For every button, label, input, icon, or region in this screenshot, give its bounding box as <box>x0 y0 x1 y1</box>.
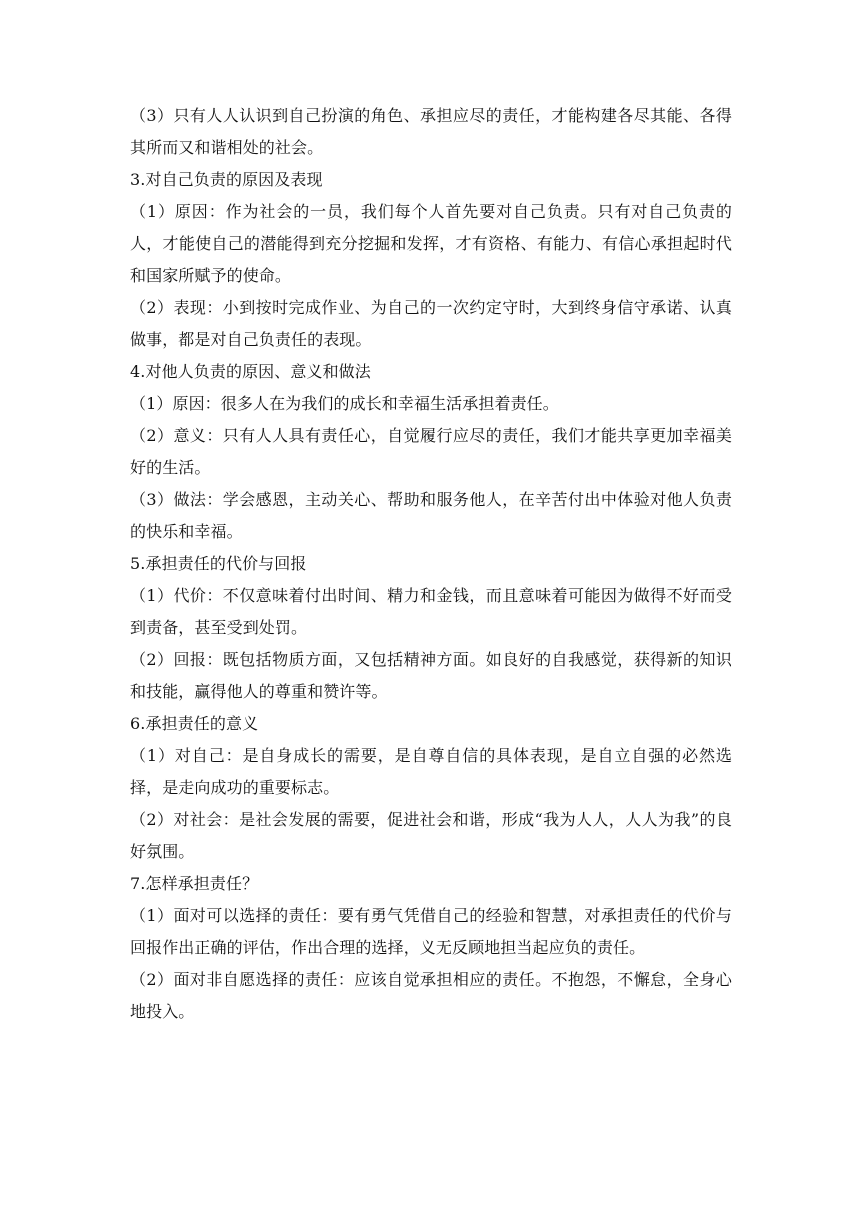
paragraph-5-2: （2）回报：既包括物质方面，又包括精神方面。如良好的自我感觉，获得新的知识和技能，赢得他人的尊重和赞许等。 <box>130 650 732 701</box>
paragraph-4-1: （1）原因：很多人在为我们的成长和幸福生活承担着责任。 <box>130 394 559 413</box>
paragraph-7-2: （2）面对非自愿选择的责任：应该自觉承担相应的责任。不抱怨，不懈怠，全身心地投入。 <box>130 970 732 1021</box>
paragraph-3-2: （2）表现：小到按时完成作业、为自己的一次约定守时，大到终身信守承诺、认真做事，都是对自己负责任的表现。 <box>130 298 732 349</box>
paragraph-4-2: （2）意义：只有人人具有责任心，自觉履行应尽的责任，我们才能共享更加幸福美好的生活。 <box>130 426 732 477</box>
paragraph-7-1: （1）面对可以选择的责任：要有勇气凭借自己的经验和智慧，对承担责任的代价与回报作出正确的评估，作出合理的选择，义无反顾地担当起应负的责任。 <box>130 906 732 957</box>
document-body <box>130 100 732 1028</box>
paragraph-3-1: （1）原因：作为社会的一员，我们每个人首先要对自己负责。只有对自己负责的人，才能使自己的潜能得到充分挖掘和发挥，才有资格、有能力、有信心承担起时代和国家所赋予的使命。 <box>130 202 732 285</box>
paragraph-3-3: （3）只有人人认识到自己扮演的角色、承担应尽的责任，才能构建各尽其能、各得其所而又和谐相处的社会。 <box>130 106 732 157</box>
section-heading-7: 7.怎样承担责任？ <box>130 874 259 893</box>
paragraph-6-2: （2）对社会：是社会发展的需要，促进社会和谐，形成“我为人人，人人为我”的良好氛围。 <box>130 810 732 861</box>
paragraph-6-1: （1）对自己：是自身成长的需要，是自尊自信的具体表现，是自立自强的必然选择，是走向成功的重要标志。 <box>130 746 732 797</box>
paragraph-5-1: （1）代价：不仅意味着付出时间、精力和金钱，而且意味着可能因为做得不好而受到责备，甚至受到处罚。 <box>130 586 732 637</box>
section-heading-4: 4.对他人负责的原因、意义和做法 <box>130 362 371 381</box>
paragraph-4-3: （3）做法：学会感恩，主动关心、帮助和服务他人，在辛苦付出中体验对他人负责的快乐和幸福。 <box>130 490 732 541</box>
section-heading-6: 6.承担责任的意义 <box>130 714 259 733</box>
section-heading-5: 5.承担责任的代价与回报 <box>130 554 307 573</box>
section-heading-3: 3.对自己负责的原因及表现 <box>130 170 323 189</box>
